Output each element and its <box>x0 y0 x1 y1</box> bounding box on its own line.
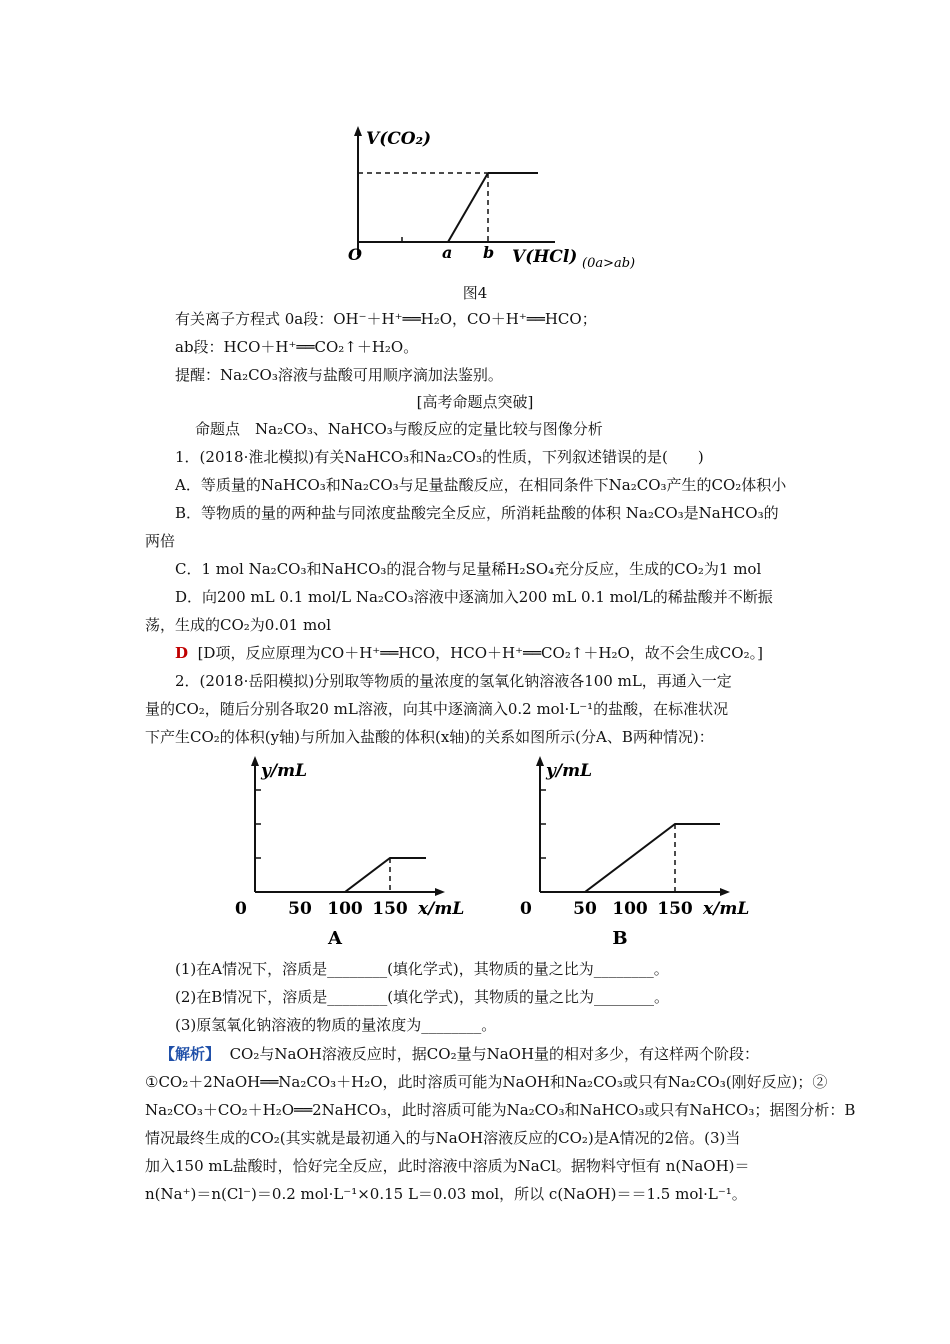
fig4-y-label: V(CO₂) <box>366 129 432 149</box>
ion-equation: 有关离子方程式 0a段：OH⁻＋H⁺══H₂O，CO＋H⁺══HCO； <box>175 310 597 328</box>
a-x-tick-label: 150 <box>372 899 408 919</box>
q1-option-b-cont: 两倍 <box>145 532 176 550</box>
q1-stem: 1．(2018·淮北模拟)有关NaHCO₃和Na₂CO₃的性质，下列叙述错误的是( ) <box>175 448 704 466</box>
analysis-line-3: Na₂CO₃＋CO₂＋H₂O══2NaHCO₃，此时溶质可能为Na₂CO₃和NaHCO₃或只有NaHCO₃；据图分析：B <box>145 1101 856 1119</box>
b-x-tick-label: 150 <box>657 899 693 919</box>
a-x-tick-label: 50 <box>288 899 312 919</box>
ab-equation: ab段：HCO＋H⁺══CO₂↑＋H₂O。 <box>175 338 419 356</box>
a-origin-label: 0 <box>235 899 247 919</box>
b-y-arrow <box>536 756 544 766</box>
q1-answer-line <box>175 642 845 664</box>
a-x-label: x/mL <box>418 899 465 919</box>
q1-option-b: B．等物质的量的两种盐与同浓度盐酸完全反应，所消耗盐酸的体积 Na₂CO₃是NaHCO₃的 <box>175 504 779 522</box>
q1-option-d-cont: 荡，生成的CO₂为0.01 mol <box>145 616 332 634</box>
b-series-line <box>585 824 720 892</box>
fig4-x-label: V(HCl) <box>512 247 578 267</box>
b-x-label: x/mL <box>703 899 750 919</box>
figure-4 <box>330 120 650 280</box>
b-x-tick-label: 50 <box>573 899 597 919</box>
b-title: B <box>612 928 628 949</box>
a-x-arrow <box>435 888 445 896</box>
q2-stem-2: 量的CO₂，随后分别各取20 mL溶液，向其中逐滴滴入0.2 mol·L⁻¹的盐酸，在标准状况 <box>145 700 729 718</box>
q2-stem-3: 下产生CO₂的体积(y轴)与所加入盐酸的体积(x轴)的关系如图所示(分A、B两种情况)： <box>145 728 714 746</box>
analysis-line-1 <box>160 1043 830 1065</box>
analysis-line-2: ①CO₂＋2NaOH══Na₂CO₃＋H₂O，此时溶质可能为NaOH和Na₂CO₃或只有Na₂CO₃(刚好反应)；② <box>145 1073 828 1091</box>
q2-sub-1: (1)在A情况下，溶质是________(填化学式)，其物质的量之比为________。 <box>175 960 669 978</box>
a-title: A <box>328 928 342 949</box>
a-x-tick-label: 100 <box>327 899 363 919</box>
analysis-line-5: 加入150 mL盐酸时，恰好完全反应，此时溶液中溶质为NaCl。据物料守恒有 n(NaOH)＝ <box>145 1157 750 1175</box>
fig4-caption: 图4 <box>462 284 488 302</box>
analysis-line-6: n(Na⁺)＝n(Cl⁻)＝0.2 mol·L⁻¹×0.15 L＝0.03 mol，所以 c(NaOH)＝＝1.5 mol·L⁻¹。 <box>145 1185 747 1203</box>
a-y-arrow <box>251 756 259 766</box>
analysis-text-1: CO₂与NaOH溶液反应时，据CO₂量与NaOH量的相对多少，有这样两个阶段： <box>229 1045 760 1063</box>
fig4-mark-b: b <box>483 243 495 262</box>
topic-heading: 命题点 Na₂CO₃、NaHCO₃与酸反应的定量比较与图像分析 <box>195 420 603 438</box>
section-heading: [高考命题点突破] <box>416 393 534 411</box>
tip: 提醒：Na₂CO₃溶液与盐酸可用顺序滴加法鉴别。 <box>175 366 503 384</box>
q2-sub-3: (3)原氢氧化钠溶液的物质的量浓度为________。 <box>175 1016 497 1034</box>
b-y-label: y/mL <box>546 761 593 781</box>
b-x-arrow <box>720 888 730 896</box>
b-x-tick-label: 100 <box>612 899 648 919</box>
fig4-condition: (0a>ab) <box>582 256 636 271</box>
q1-explanation: [D项，反应原理为CO＋H⁺══HCO，HCO＋H⁺══CO₂↑＋H₂O，故不会生成CO₂。] <box>197 644 763 662</box>
a-y-label: y/mL <box>261 761 308 781</box>
q1-answer: D <box>175 644 189 662</box>
chart-b <box>510 752 760 952</box>
analysis-line-4: 情况最终生成的CO₂(其实就是最初通入的与NaOH溶液反应的CO₂)是A情况的2倍。(3)当 <box>145 1129 741 1147</box>
q2-sub-2: (2)在B情况下，溶质是________(填化学式)，其物质的量之比为________。 <box>175 988 669 1006</box>
b-origin-label: 0 <box>520 899 532 919</box>
fig4-mark-a: a <box>442 243 453 262</box>
q1-option-d: D．向200 mL 0.1 mol/L Na₂CO₃溶液中逐滴加入200 mL 0.1 mol/L的稀盐酸并不断振 <box>175 588 773 606</box>
q2-stem-1: 2．(2018·岳阳模拟)分别取等物质的量浓度的氢氧化钠溶液各100 mL，再通入一定 <box>175 672 732 690</box>
q1-option-c: C．1 mol Na₂CO₃和NaHCO₃的混合物与足量稀H₂SO₄充分反应，生成的CO₂为1 mol <box>175 560 762 578</box>
q1-option-a: A．等质量的NaHCO₃和Na₂CO₃与足量盐酸反应，在相同条件下Na₂CO₃产生的CO₂体积小 <box>175 476 787 494</box>
fig4-origin: O <box>348 245 362 264</box>
chart-a <box>225 752 475 952</box>
a-series-line <box>345 858 426 892</box>
analysis-tag: 【解析】 <box>160 1045 221 1063</box>
